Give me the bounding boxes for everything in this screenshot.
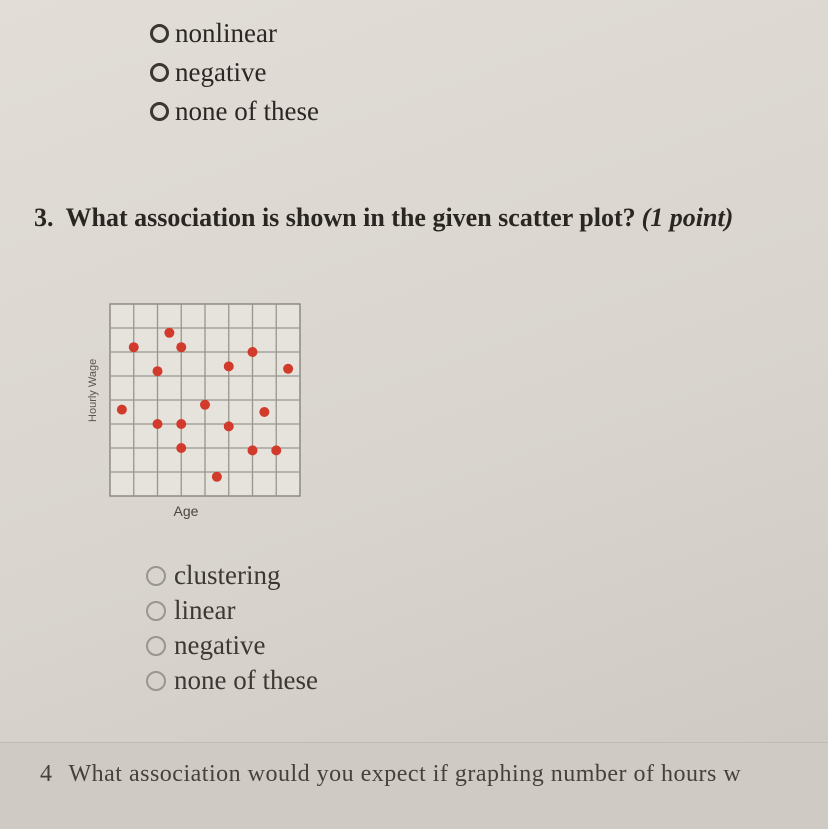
- scatter-point: [248, 347, 258, 357]
- scatter-point: [224, 361, 234, 371]
- scatter-point: [153, 419, 163, 429]
- question-text: What association would you expect if graphing number of hours w: [68, 761, 742, 787]
- option-label: none of these: [175, 96, 319, 126]
- question-number: 3.: [34, 203, 54, 232]
- radio-button[interactable]: [150, 63, 169, 82]
- scatter-point: [200, 400, 210, 410]
- y-axis-label: Hourly Wage: [87, 358, 99, 422]
- question-text: What association is shown in the given scatter plot?: [65, 203, 636, 232]
- radio-button[interactable]: [150, 24, 169, 43]
- scatter-point: [153, 366, 163, 376]
- scatter-point: [176, 419, 186, 429]
- scatter-plot: [80, 296, 320, 524]
- answer-options: [146, 558, 318, 698]
- scatter-point: [248, 445, 258, 455]
- radio-button[interactable]: [150, 102, 169, 121]
- option-label: none of these: [174, 665, 318, 695]
- question-3: [34, 203, 733, 233]
- scatter-point: [283, 364, 293, 374]
- option-negative[interactable]: [146, 628, 318, 663]
- scatter-point: [212, 472, 222, 482]
- scatter-point: [164, 328, 174, 338]
- option-label: negative: [174, 630, 266, 660]
- radio-button[interactable]: [146, 601, 166, 621]
- prev-option-negative[interactable]: [150, 53, 319, 92]
- question-4: [40, 761, 741, 788]
- scatter-point: [224, 421, 234, 431]
- option-label: linear: [174, 595, 236, 625]
- scatter-point: [259, 407, 269, 417]
- prev-option-none-of-these[interactable]: [150, 92, 319, 131]
- radio-button[interactable]: [146, 671, 166, 691]
- radio-button[interactable]: [146, 636, 166, 656]
- option-none-of-these[interactable]: [146, 663, 318, 698]
- previous-question-options: [150, 14, 319, 131]
- radio-button[interactable]: [146, 566, 166, 586]
- prev-option-nonlinear[interactable]: [150, 14, 319, 53]
- option-label: negative: [175, 57, 267, 87]
- question-4-band: [0, 742, 828, 829]
- scatter-point: [176, 443, 186, 453]
- option-linear[interactable]: [146, 593, 318, 628]
- option-clustering[interactable]: [146, 558, 318, 593]
- question-points: (1 point): [641, 203, 734, 232]
- option-label: nonlinear: [175, 18, 277, 48]
- question-number: 4: [40, 761, 53, 787]
- scatter-point: [271, 445, 281, 455]
- scatter-point: [129, 342, 139, 352]
- option-label: clustering: [174, 560, 281, 590]
- scatter-point: [117, 405, 127, 415]
- scatter-point: [176, 342, 186, 352]
- x-axis-label: Age: [173, 503, 199, 519]
